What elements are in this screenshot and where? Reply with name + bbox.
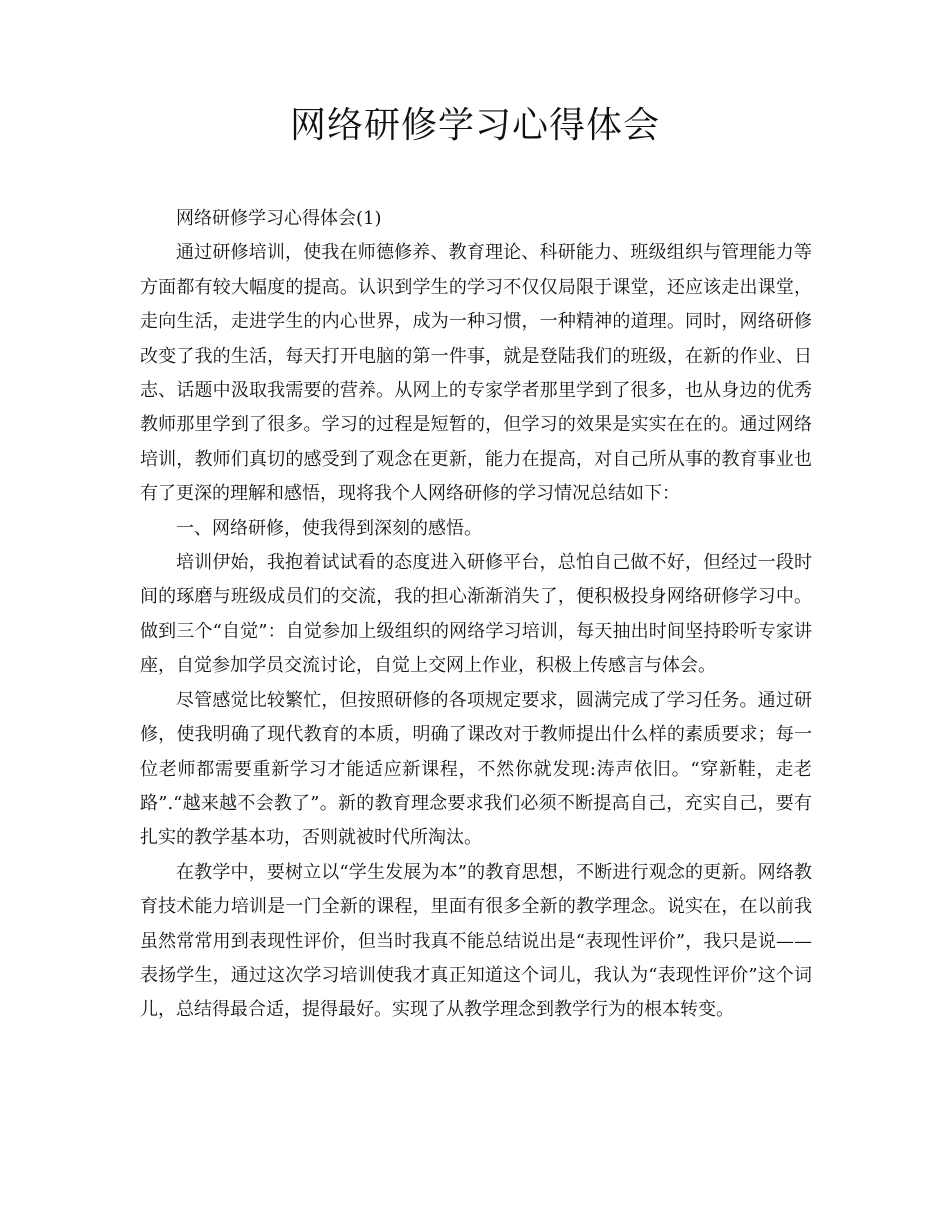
section-heading: 一、网络研修，使我得到深刻的感悟。	[176, 517, 482, 539]
paragraph: 通过研修培训，使我在师德修养、教育理论、科研能力、班级组织与管理能力等方面都有较大幅度的提高。认识到学生的学习不仅仅局限于课堂，还应该走出课堂，走向生活，走进学生的内心世界，成为一种习惯，一种精神的道理。同时，网络研修改变了我的生活，每天打开电脑的第一件事，就是登陆我们的班级，在新的作业、日志、话题中汲取我需要的营养。从网上的专家学者那里学到了很多，也从身边的优秀教师那里学到了很多。学习的过程是短暂的，但学习的效果是实实在在的。通过网络培训，教师们真切的感受到了观念在更新，能力在提高，对自己所从事的教育事业也有了更深的理解和感悟，现将我个人网络研修的学习情况总结如下：	[140, 242, 812, 505]
document-body	[140, 202, 812, 1028]
paragraph: 尽管感觉比较繁忙，但按照研修的各项规定要求，圆满完成了学习任务。通过研修，使我明确了现代教育的本质，明确了课改对于教师提出什么样的素质要求；每一位老师都需要重新学习才能适应新课程，不然你就发现:涛声依旧。“穿新鞋，走老路”.“越来越不会教了”。新的教育理念要求我们必须不断提高自己，充实自己，要有扎实的教学基本功，否则就被时代所淘汰。	[140, 689, 812, 849]
document-title: 网络研修学习心得体会	[289, 105, 660, 146]
section-subtitle: 网络研修学习心得体会(1)	[176, 208, 382, 229]
paragraph: 在教学中，要树立以“学生发展为本”的教育思想，不断进行观念的更新。网络教育技术能力培训是一门全新的课程，里面有很多全新的教学理念。说实在，在以前我虽然常常用到表现性评价，但当时我真不能总结说出是“表现性评价”，我只是说——表扬学生，通过这次学习培训使我才真正知道这个词儿，我认为“表现性评价”这个词儿，总结得最合适，提得最好。实现了从教学理念到教学行为的根本转变。	[140, 861, 812, 1021]
paragraph: 培训伊始，我抱着试试看的态度进入研修平台，总怕自己做不好，但经过一段时间的琢磨与班级成员们的交流，我的担心渐渐消失了，便积极投身网络研修学习中。做到三个“自觉”：自觉参加上级组织的网络学习培训，每天抽出时间坚持聆听专家讲座，自觉参加学员交流讨论，自觉上交网上作业，积极上传感言与体会。	[140, 552, 812, 677]
